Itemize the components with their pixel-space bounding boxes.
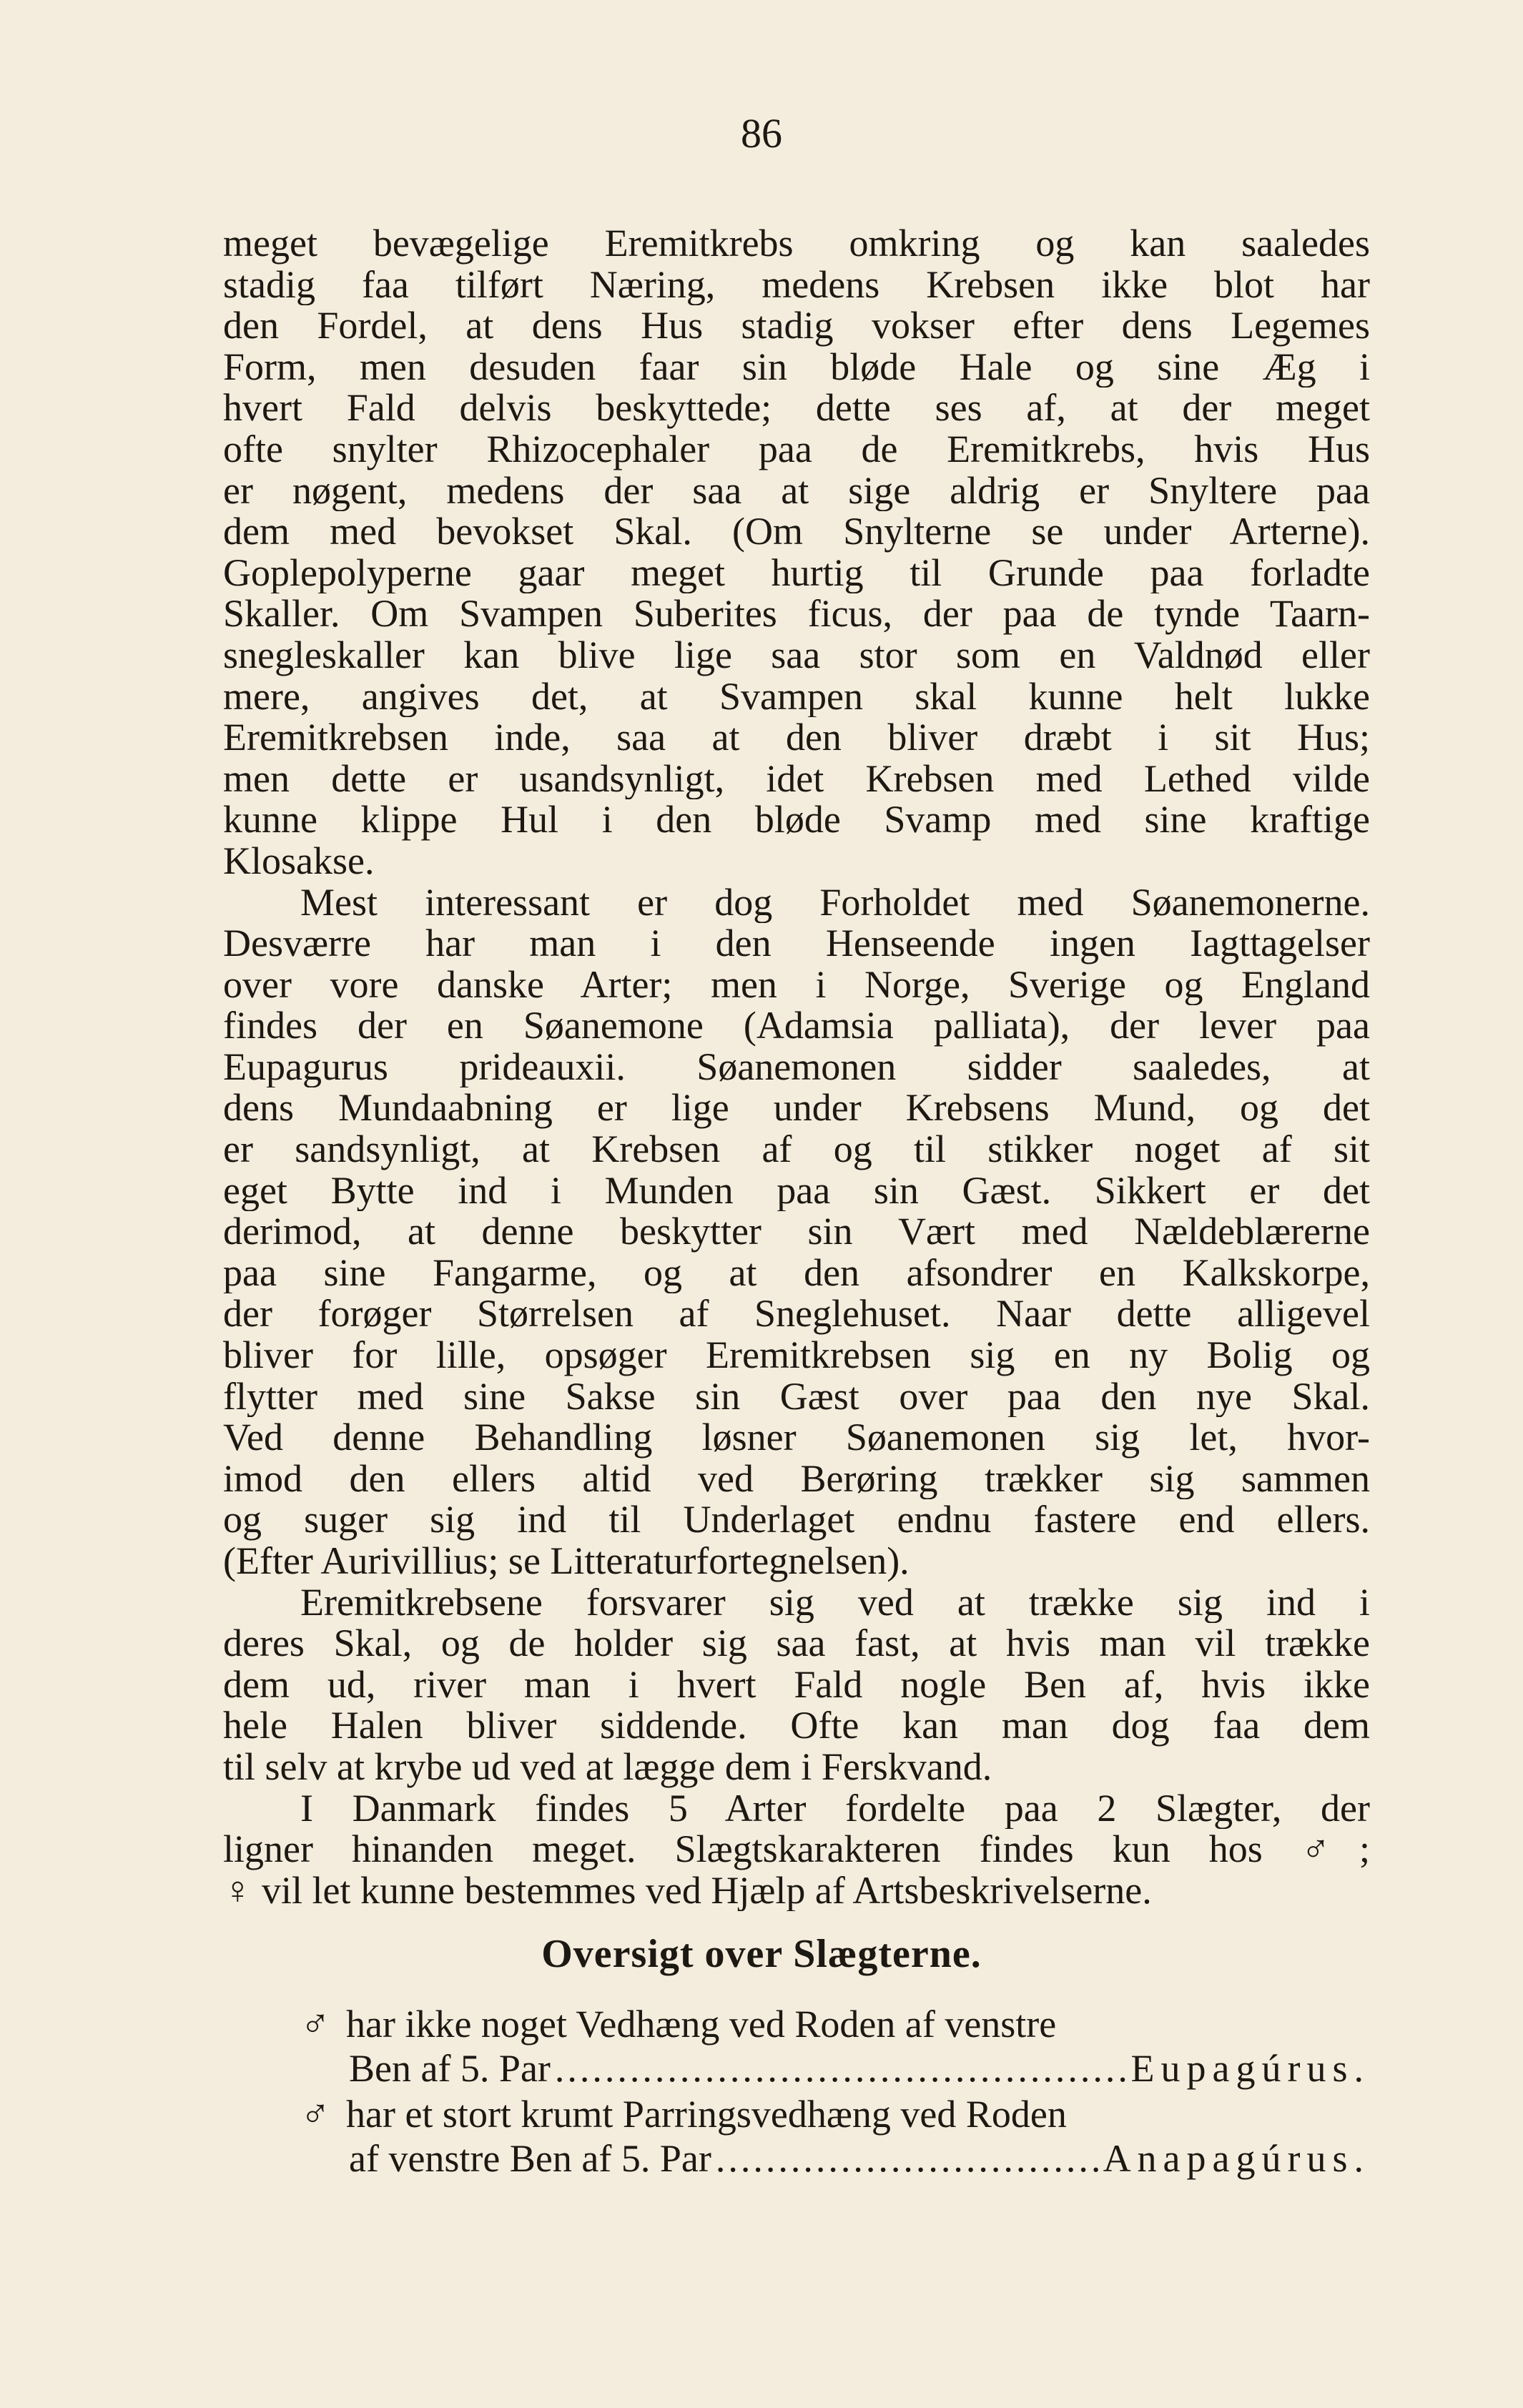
body-line: dem ud, river man i hvert Fald nogle Ben af, hvis ikke bbox=[223, 1664, 1370, 1706]
section-heading: Oversigt over Slægterne. bbox=[541, 1932, 982, 1976]
male-symbol-icon: ♂ bbox=[300, 2002, 330, 2046]
genus-key-entry-1 bbox=[300, 2002, 1370, 2091]
body-line: flytter med sine Sakse sin Gæst over paa den nye Skal. bbox=[223, 1376, 1370, 1418]
body-line: Eremitkrebsene forsvarer sig ved at trække sig ind i bbox=[300, 1582, 1370, 1624]
body-line: Ved denne Behandling løsner Søanemonen sig let, hvor- bbox=[223, 1417, 1370, 1459]
body-line: I Danmark findes 5 Arter fordelte paa 2 Slægter, der bbox=[300, 1787, 1370, 1830]
body-line: meget bevægelige Eremitkrebs omkring og kan saaledes bbox=[223, 223, 1370, 265]
body-line: Eremitkrebsen inde, saa at den bliver dræbt i sit Hus; bbox=[223, 717, 1370, 759]
body-line: hele Halen bliver siddende. Ofte kan man dog faa dem bbox=[223, 1705, 1370, 1747]
male-symbol-icon: ♂ bbox=[300, 2092, 330, 2136]
page-number: 86 bbox=[741, 110, 782, 157]
body-line: er sandsynligt, at Krebsen af og til stikker noget af sit bbox=[223, 1129, 1370, 1170]
body-line: findes der en Søanemone (Adamsia palliata), der lever paa bbox=[223, 1005, 1370, 1047]
body-line: Skaller. Om Svampen Suberites ficus, der paa de tynde Taarn- bbox=[223, 593, 1370, 635]
body-line: Klosakse. bbox=[223, 840, 375, 882]
body-line: Mest interessant er dog Forholdet med Søanemonerne. bbox=[300, 882, 1370, 924]
leader-dots bbox=[555, 2046, 1127, 2091]
body-line: er nøgent, medens der saa at sige aldrig er Snyltere paa bbox=[223, 470, 1370, 512]
body-line: kunne klippe Hul i den bløde Svamp med sine kraftige bbox=[223, 799, 1370, 841]
body-line: imod den ellers altid ved Berøring trækker sig sammen bbox=[223, 1458, 1370, 1500]
body-line: (Efter Aurivillius; se Litteraturfortegnelsen). bbox=[223, 1541, 910, 1582]
body-line: bliver for lille, opsøger Eremitkrebsen sig en ny Bolig og bbox=[223, 1335, 1370, 1376]
body-text bbox=[223, 223, 1370, 1911]
body-line: deres Skal, og de holder sig saa fast, at hvis man vil trække bbox=[223, 1623, 1370, 1664]
body-line: og suger sig ind til Underlaget endnu fastere end ellers. bbox=[223, 1499, 1370, 1541]
body-line: Form, men desuden faar sin bløde Hale og sine Æg i bbox=[223, 346, 1370, 388]
genus-name: Eupagúrus. bbox=[1130, 2047, 1370, 2090]
body-line: Goplepolyperne gaar meget hurtig til Grunde paa forladte bbox=[223, 552, 1370, 594]
key-description: har et stort krumt Parringsvedhæng ved Roden bbox=[346, 2093, 1067, 2136]
body-line: ofte snylter Rhizocephaler paa de Eremitkrebs, hvis Hus bbox=[223, 428, 1370, 470]
leader-dots bbox=[716, 2136, 1099, 2181]
body-line: paa sine Fangarme, og at den afsondrer en Kalkskorpe, bbox=[223, 1252, 1370, 1294]
body-line: den Fordel, at dens Hus stadig vokser efter dens Legemes bbox=[223, 305, 1370, 347]
key-description: Ben af 5. Par bbox=[349, 2047, 551, 2090]
body-line: der forøger Størrelsen af Sneglehuset. Naar dette alligevel bbox=[223, 1293, 1370, 1336]
body-line: stadig faa tilført Næring, medens Krebsen ikke blot har bbox=[223, 264, 1370, 306]
genus-name: Anapagúrus. bbox=[1103, 2137, 1370, 2180]
body-line: mere, angives det, at Svampen skal kunne helt lukke bbox=[223, 676, 1370, 718]
key-description: af venstre Ben af 5. Par bbox=[349, 2137, 711, 2180]
key-description: har ikke noget Vedhæng ved Roden af venstre bbox=[346, 2003, 1057, 2046]
body-line: dens Mundaabning er lige under Krebsens Mund, og det bbox=[223, 1087, 1370, 1130]
body-line: derimod, at denne beskytter sin Vært med Nældeblærerne bbox=[223, 1211, 1370, 1253]
body-line: men dette er usandsynligt, idet Krebsen med Lethed vilde bbox=[223, 758, 1370, 800]
body-line: eget Bytte ind i Munden paa sin Gæst. Sikkert er det bbox=[223, 1170, 1370, 1212]
body-line: dem med bevokset Skal. (Om Snylterne se under Arterne). bbox=[223, 511, 1370, 553]
genus-key-entry-2 bbox=[300, 2092, 1370, 2181]
body-line: ligner hinanden meget. Slægtskarakteren findes kun hos ♂; bbox=[223, 1829, 1370, 1870]
body-line: hvert Fald delvis beskyttede; dette ses af, at der meget bbox=[223, 388, 1370, 429]
body-line: over vore danske Arter; men i Norge, Sverige og England bbox=[223, 964, 1370, 1006]
body-line: snegleskaller kan blive lige saa stor som en Valdnød eller bbox=[223, 634, 1370, 676]
body-line: ♀ vil let kunne bestemmes ved Hjælp af Artsbeskrivelserne. bbox=[223, 1870, 1152, 1912]
body-line: til selv at krybe ud ved at lægge dem i Ferskvand. bbox=[223, 1746, 992, 1788]
body-line: Eupagurus prideauxii. Søanemonen sidder saaledes, at bbox=[223, 1046, 1370, 1088]
body-line: Desværre har man i den Henseende ingen Iagttagelser bbox=[223, 923, 1370, 964]
